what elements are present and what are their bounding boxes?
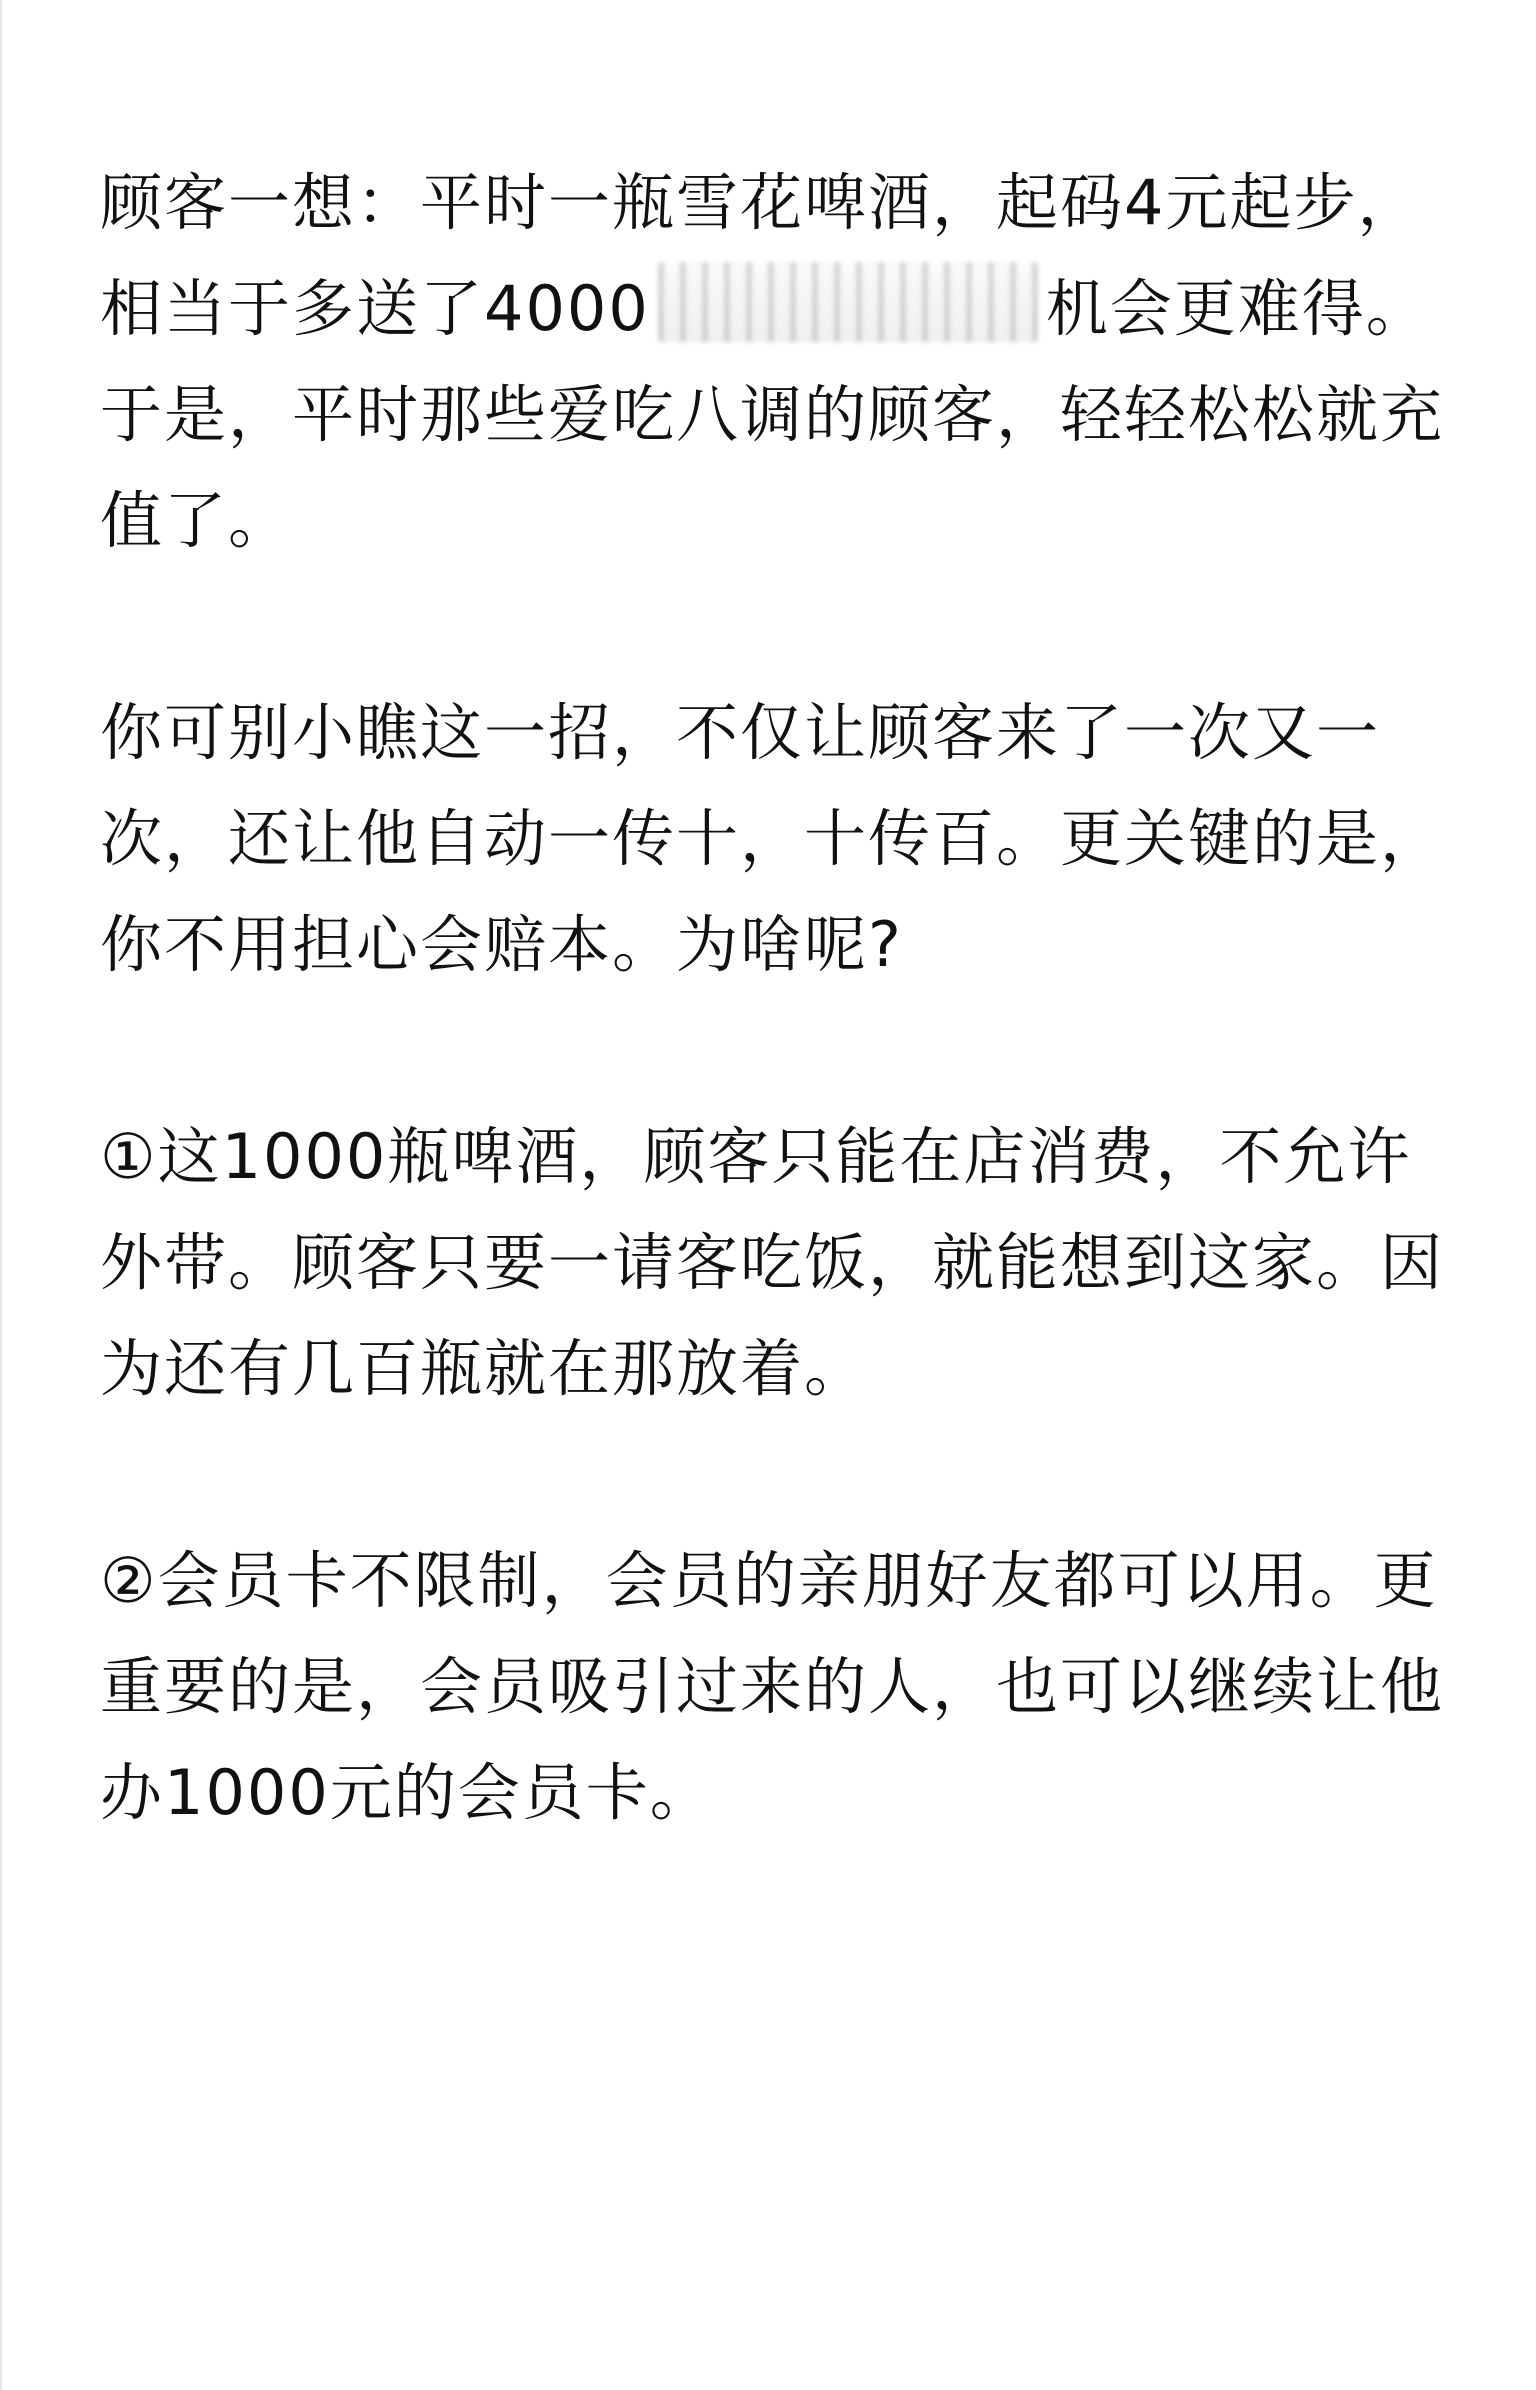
paragraph-4: ②会员卡不限制，会员的亲朋好友都可以用。更重要的是，会员吸引过来的人，也可以继续让他办1000元的会员卡。: [100, 1544, 1445, 1829]
paragraph-1-text-start: 顾客一想：平时一瓶雪花啤酒，起码4元起步，相当于多送了4000: [100, 166, 1422, 345]
paragraph-1: [100, 150, 1460, 574]
blurred-text-region: [658, 262, 1038, 342]
paragraph-3: ①这1000瓶啤酒，顾客只能在店消费，不允许外带。顾客只要一请客吃饭，就能想到这家。因为还有几百瓶就在那放着。: [100, 1120, 1445, 1405]
paragraph-1-text-end: 机会更难得。于是，平时那些爱吃八调的顾客，轻轻松松就充值了。: [100, 272, 1445, 557]
article-body: [100, 150, 1460, 1952]
page-edge: [0, 0, 2, 2390]
paragraph-2: 你可别小瞧这一招，不仅让顾客来了一次又一次，还让他自动一传十，十传百。更关键的是，你不用担心会赔本。为啥呢?: [100, 696, 1445, 981]
